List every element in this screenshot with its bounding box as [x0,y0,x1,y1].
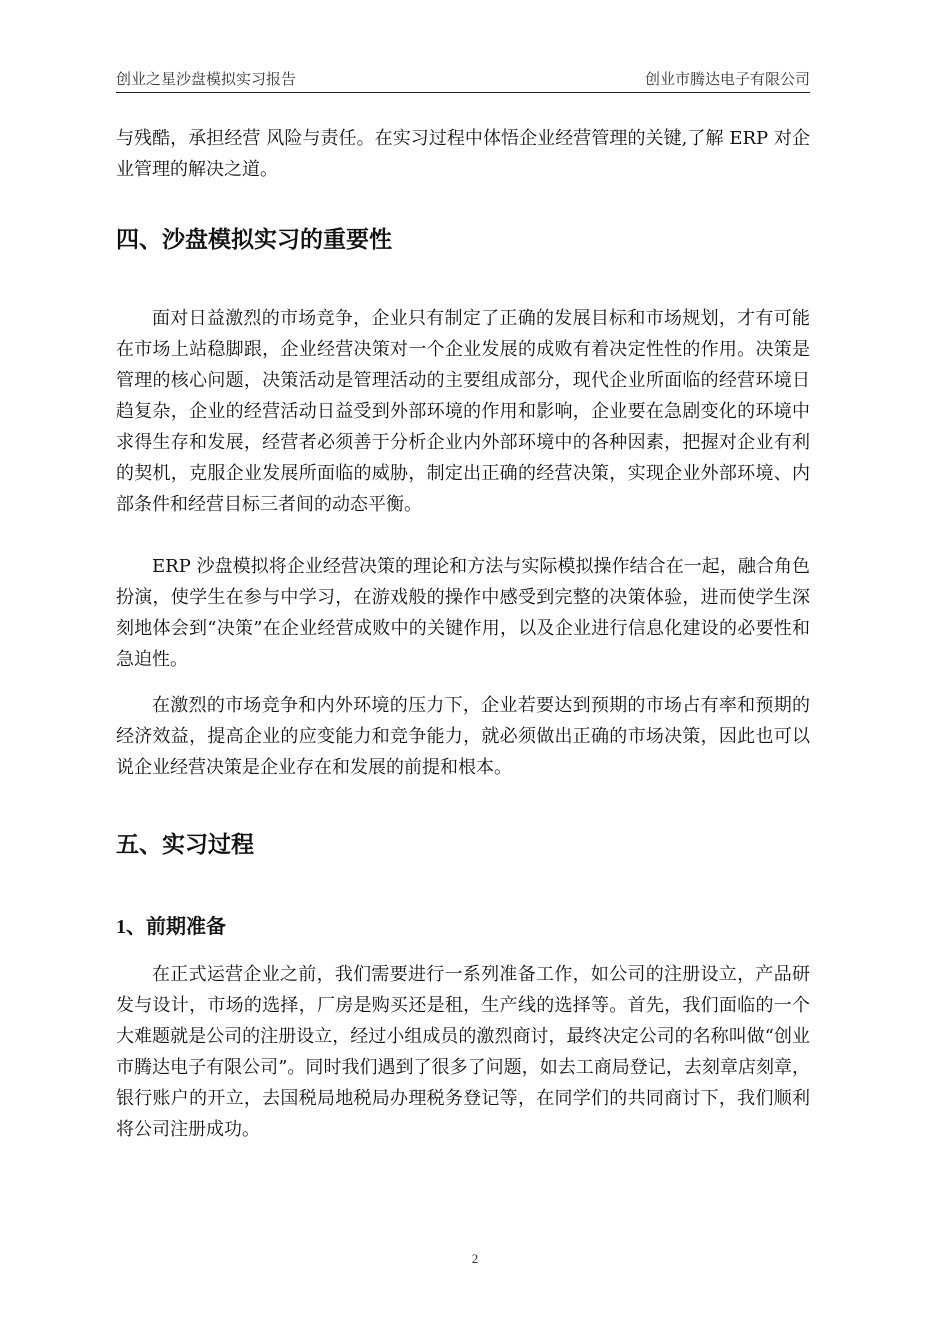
subsection-1-number: 1 [116,916,126,938]
section-4-heading: 四、沙盘模拟实习的重要性 [116,226,392,253]
intro-paragraph: 与残酷，承担经营 风险与责任。在实习过程中体悟企业经营管理的关键,了解 ERP 对企业管理的解决之道。 [116,128,810,180]
section-4-paragraph-3: 在激烈的市场竞争和内外环境的压力下，企业若要达到预期的市场占有率和预期的经济效益，提高企业的应变能力和竞争能力，就必须做出正确的市场决策，因此也可以说企业经营决策是企业存在和发展的前提和根本。 [116,695,810,778]
subsection-1-heading [116,910,226,939]
section-4-paragraph-1: 面对日益激烈的市场竞争，企业只有制定了正确的发展目标和市场规划，才有可能在市场上站稳脚跟，企业经营决策对一个企业发展的成败有着决定性性的作用。决策是管理的核心问题，决策活动是管理活动的主要组成部分，现代企业所面临的经营环境日趋复杂，企业的经营活动日益受到外部环境的作用和影响，企业要在急剧变化的环境中求得生存和发展，经营者必须善于分析企业内外部环境中的各种因素，把握对企业有利的契机，克服企业发展所面临的威胁，制定出正确的经营决策，实现企业外部环境、内部条件和经营目标三者间的动态平衡。 [116,308,810,515]
subsection-1-paragraph: 在正式运营企业之前，我们需要进行一系列准备工作，如公司的注册设立，产品研发与设计，市场的选择，厂房是购买还是租，生产线的选择等。首先，我们面临的一个大难题就是公司的注册设立，经过小组成员的激烈商讨，最终决定公司的名称叫做“创业市腾达电子有限公司”。同时我们遇到了很多了问题，如去工商局登记，去刻章店刻章，银行账户的开立，去国税局地税局办理税务登记等，在同学们的共同商讨下，我们顺利将公司注册成功。 [116,964,810,1140]
header-report-title: 创业之星沙盘模拟实习报告 [116,70,297,88]
section-5-heading: 五、实习过程 [116,831,254,858]
subsection-1-title: 、前期准备 [126,914,226,938]
page-number: 2 [471,1251,479,1266]
page-header [116,64,810,93]
header-company-name: 创业市腾达电子有限公司 [644,70,810,88]
section-4-paragraph-2: ERP 沙盘模拟将企业经营决策的理论和方法与实际模拟操作结合在一起，融合角色扮演，使学生在参与中学习，在游戏般的操作中感受到完整的决策体验，进而使学生深刻地体会到“决策”在企业经营成败中的关键作用，以及企业进行信息化建设的必要性和急迫性。 [116,556,810,670]
